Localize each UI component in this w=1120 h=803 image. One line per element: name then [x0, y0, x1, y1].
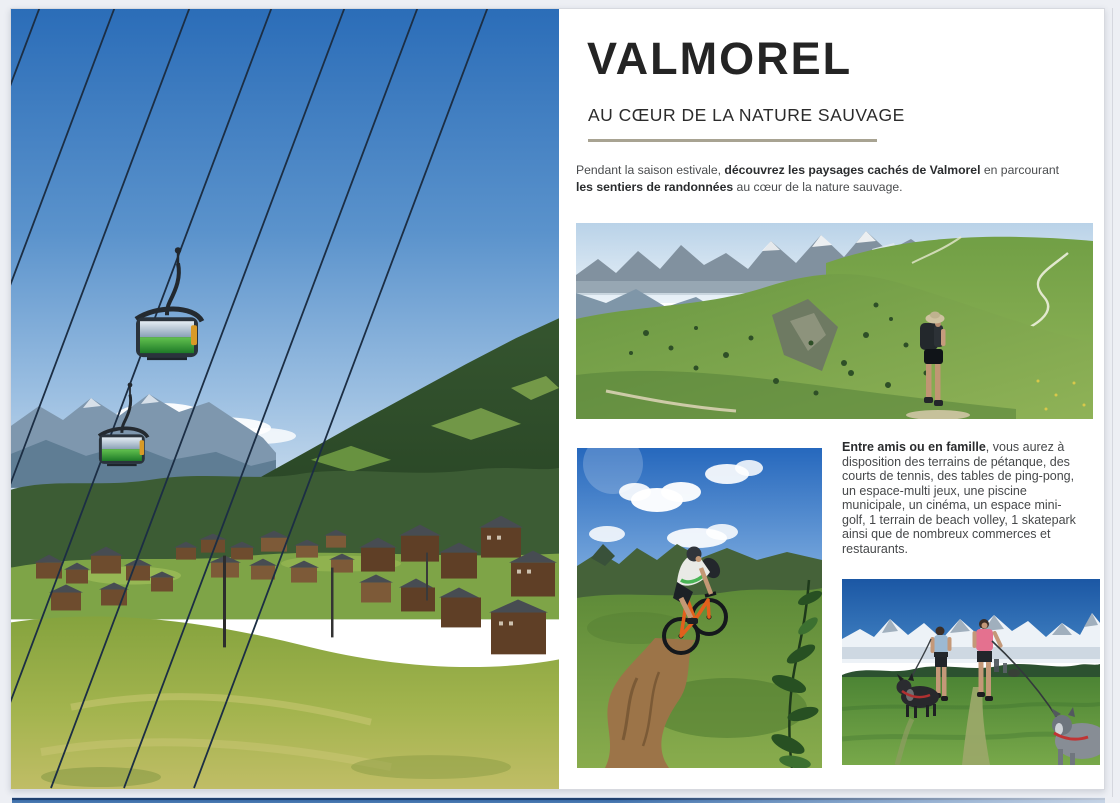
page-title: VALMOREL — [587, 33, 853, 84]
brochure-spread — [10, 8, 1105, 790]
intro-text: Pendant la saison estivale, — [576, 163, 725, 177]
mountain-ridge-hiker-photo — [576, 223, 1093, 419]
next-page-preview — [12, 797, 1105, 803]
intro-text-end: au cœur de la nature sauvage. — [733, 180, 903, 194]
intro-paragraph — [576, 162, 1076, 196]
title-divider — [588, 139, 877, 142]
intro-bold-trails: les sentiers de randonnées — [576, 180, 734, 194]
amenities-paragraph — [842, 440, 1085, 556]
page-subtitle: AU CŒUR DE LA NATURE SAUVAGE — [588, 105, 905, 125]
left-page — [11, 9, 559, 789]
intro-bold-discover: découvrez les paysages cachés de Valmorel — [724, 163, 981, 177]
mountain-biker-photo — [577, 448, 822, 768]
amenities-bold-lead: Entre amis ou en famille — [842, 440, 986, 454]
right-page — [559, 9, 1104, 789]
intro-text-mid: en parcourant — [980, 163, 1060, 177]
amenities-text: , vous aurez à disposition des terrains de pétanque, des courts de tennis, des tables de ping-pong, un espace-multi jeux, une piscine municipale, un cinéma, un espace mini-golf, 1 terrain de beach volley, 1 skatepark ainsi que de nombreux commerces et restaurants. — [842, 440, 1076, 556]
hikers-with-dogs-photo — [842, 579, 1100, 765]
viewer-right-edge — [1112, 8, 1113, 797]
chairlift-valley-photo — [11, 9, 559, 789]
